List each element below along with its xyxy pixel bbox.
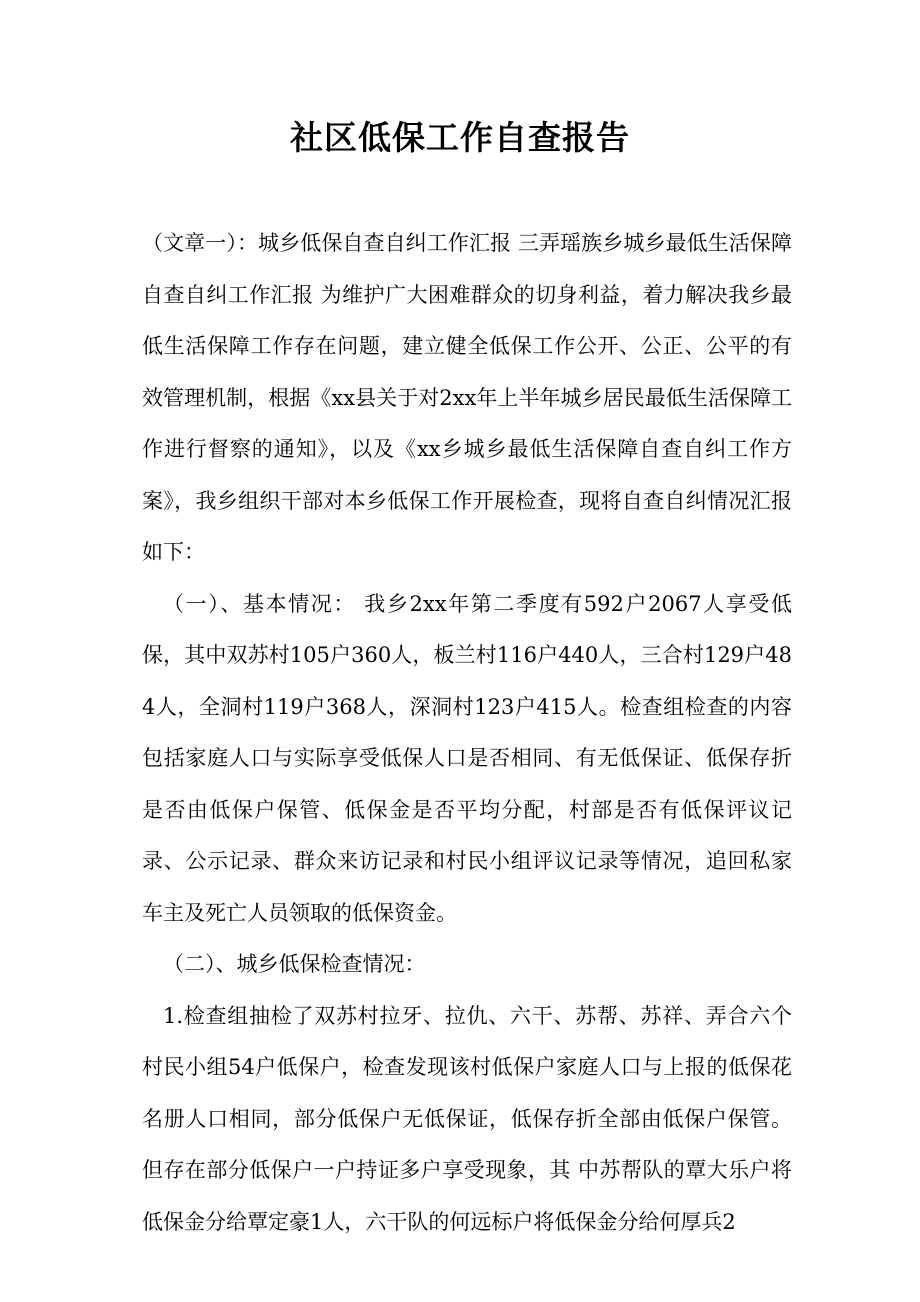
paragraph-section-heading: （二）、城乡低保检查情况： [163,952,426,976]
paragraph-basic-situation: （一）、基本情况： 我乡2xx年第二季度有592户2067人享受低保，其中双苏村105户360人，板兰村116户440人，三合村129户484人，全洞村119户368人，深洞村123户415人。检查组检查的内容包括家庭人口与实际享受低保人口是否相同、有无低保证、低保存折是否由低保户保管、低保金是否平均分配，村部是否有低保评议记录、公示记录、群众来访记录和村民小组评议记录等情况，追回私家车主及死亡人员领取的低保资金。 [142,591,792,925]
document-title: 社区低保工作自查报告 [290,118,630,157]
paragraph-inspection-detail: 1.检查组抽检了双苏村拉牙、拉仇、六干、苏帮、苏祥、弄合六个村民小组54户低保户，检查发现该村低保户家庭人口与上报的低保花名册人口相同，部分低保户无低保证，低保存折全部由低保户保管。但存在部分低保户一户持证多户享受现象，其 中苏帮队的覃大乐户将低保金分给覃定豪1人，六干队的何远标户将低保金分给何厚兵2 [142,1003,792,1234]
paragraph-intro: （文章一）：城乡低保自查自纠工作汇报 三弄瑶族乡城乡最低生活保障 自查自纠工作汇报 为维护广大困难群众的切身利益，着力解决我乡最低生活保障工作存在问题，建立健全低保工作公开、公正、公平的有效管理机制，根据《xx县关于对2xx年上半年城乡居民最低生活保障工作进行督察的通知》，以及《xx乡城乡最低生活保障自查自纠工作方案》，我乡组织干部对本乡低保工作开展检查，现将自查自纠情况汇报如下： [142,231,792,564]
document-body [142,218,792,1248]
